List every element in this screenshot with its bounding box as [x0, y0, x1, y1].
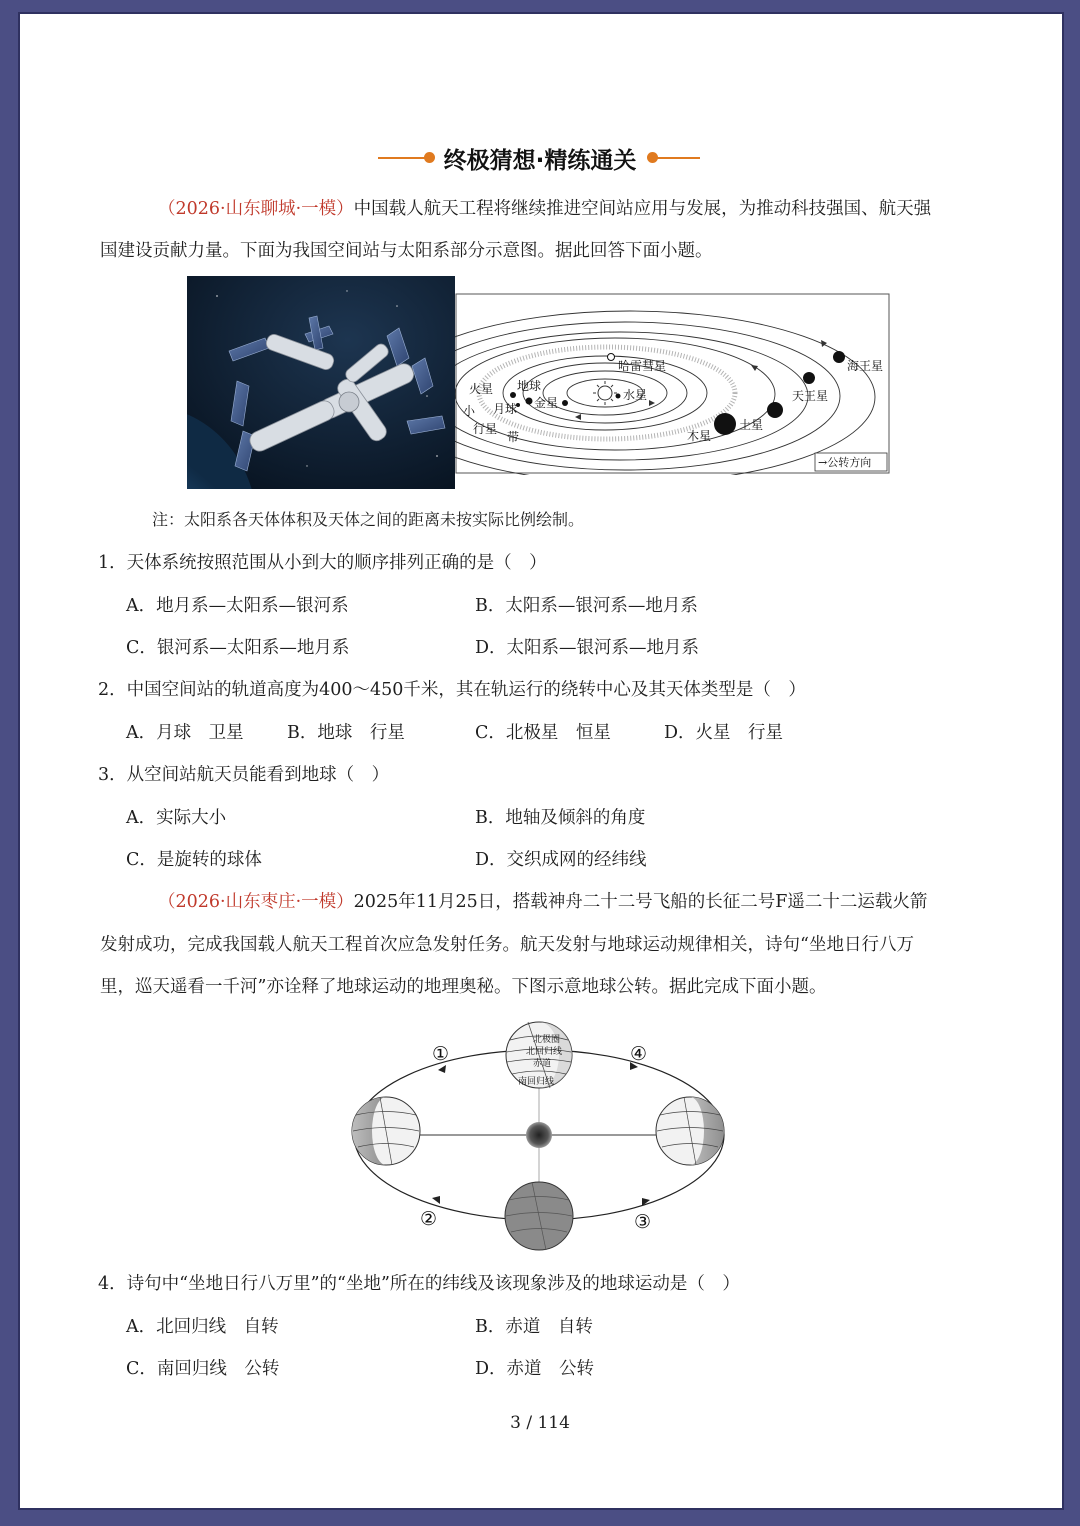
q2-option-d: D．火星 行星: [664, 723, 784, 743]
section2-line3: 里，巡天遥看一千河”亦诠释了地球运动的地理奥秘。下图示意地球公转。据此完成下面小题。: [100, 977, 827, 997]
label-moon: 月球: [493, 402, 518, 416]
label-tropic-s: 南回归线: [518, 1077, 555, 1087]
label-halley: 哈雷彗星: [618, 359, 667, 373]
q4-option-a: A．北回归线 自转: [126, 1317, 279, 1337]
q3-option-d: D．交织成网的经纬线: [475, 850, 647, 870]
title-right-line: [652, 157, 700, 159]
section2-line1: 2025年11月25日，搭载神舟二十二号飞船的长征二号F遥二十二运载火箭: [353, 892, 928, 912]
diagram-note: 注：太阳系各天体体积及天体之间的距离未按实际比例绘制。: [152, 510, 585, 529]
q1-option-b: B．太阳系—银河系—地月系: [475, 596, 698, 616]
label-saturn: 土星: [739, 418, 764, 432]
label-equator: 赤道: [533, 1059, 552, 1069]
earth-top-icon: [506, 1022, 572, 1088]
sun-icon: [526, 1122, 552, 1148]
label-neptune: 海王星: [847, 359, 884, 373]
q3-option-a: A．实际大小: [126, 808, 227, 828]
label-position-2: ②: [420, 1208, 438, 1230]
section2-line2: 发射成功，完成我国载人航天工程首次应急发射任务。航天发射与地球运动规律相关，诗句“坐地日行八万: [100, 935, 914, 955]
q3-option-b: B．地轴及倾斜的角度: [475, 808, 646, 828]
label-tropic-n: 北回归线: [526, 1047, 563, 1057]
label-arctic: 北极圈: [533, 1035, 561, 1045]
space-station-image: [187, 276, 455, 489]
label-belt-3: 带: [507, 430, 520, 444]
question-2-stem: 2．中国空间站的轨道高度为400～450千米，其在轨运行的绕转中心及其天体类型是（ ）: [98, 680, 806, 700]
intro-paragraph-1: [158, 195, 931, 220]
label-direction: →公转方向: [818, 456, 872, 469]
source-tag-2: （2026·山东枣庄·一模）: [158, 892, 354, 912]
label-belt-1: 小: [463, 404, 476, 418]
label-earth: 地球: [517, 379, 542, 393]
label-position-4: ④: [630, 1043, 648, 1065]
title-left-line: [378, 157, 430, 159]
label-jupiter: 木星: [687, 429, 712, 443]
label-uranus: 天王星: [792, 389, 829, 403]
label-position-1: ①: [432, 1043, 450, 1065]
page-title: 终极猜想·精练通关: [443, 148, 637, 174]
question-1-stem: 1．天体系统按照范围从小到大的顺序排列正确的是（ ）: [98, 553, 547, 573]
question-3-stem: 3．从空间站航天员能看到地球（ ）: [98, 765, 390, 785]
q2-option-a: A．月球 卫星: [126, 723, 244, 743]
solar-system-diagram: [455, 293, 891, 475]
q4-option-b: B．赤道 自转: [475, 1317, 593, 1337]
question-4-stem: 4．诗句中“坐地日行八万里”的“坐地”所在的纬线及该现象涉及的地球运动是（ ）: [98, 1274, 740, 1294]
earth-bottom-icon: [505, 1182, 573, 1250]
label-position-3: ③: [634, 1211, 652, 1233]
earth-revolution-diagram: [340, 1020, 740, 1255]
source-tag: （2026·山东聊城·一模）: [158, 199, 354, 219]
label-belt-2: 行星: [473, 422, 498, 436]
label-mars: 火星: [469, 382, 494, 396]
intro-paragraph-2: [158, 888, 927, 913]
q3-option-c: C．是旋转的球体: [126, 850, 262, 870]
q2-option-b: B．地球 行星: [287, 723, 405, 743]
q4-option-d: D．赤道 公转: [475, 1359, 595, 1379]
q1-option-d: D．太阳系—银河系—地月系: [475, 638, 700, 658]
page-number: 3 / 114: [510, 1413, 570, 1433]
q2-option-c: C．北极星 恒星: [475, 723, 611, 743]
earth-right-icon: [656, 1097, 724, 1165]
label-mercury: 水星: [623, 388, 648, 402]
q4-option-c: C．南回归线 公转: [126, 1359, 280, 1379]
earth-left-icon: [352, 1097, 420, 1165]
label-venus: 金星: [534, 396, 559, 410]
q1-option-a: A．地月系—太阳系—银河系: [126, 596, 349, 616]
q1-option-c: C．银河系—太阳系—地月系: [126, 638, 350, 658]
intro-text-2: 国建设贡献力量。下面为我国空间站与太阳系部分示意图。据此回答下面小题。: [100, 241, 713, 261]
intro-text-1: 中国载人航天工程将继续推进空间站应用与发展，为推动科技强国、航天强: [353, 199, 932, 219]
